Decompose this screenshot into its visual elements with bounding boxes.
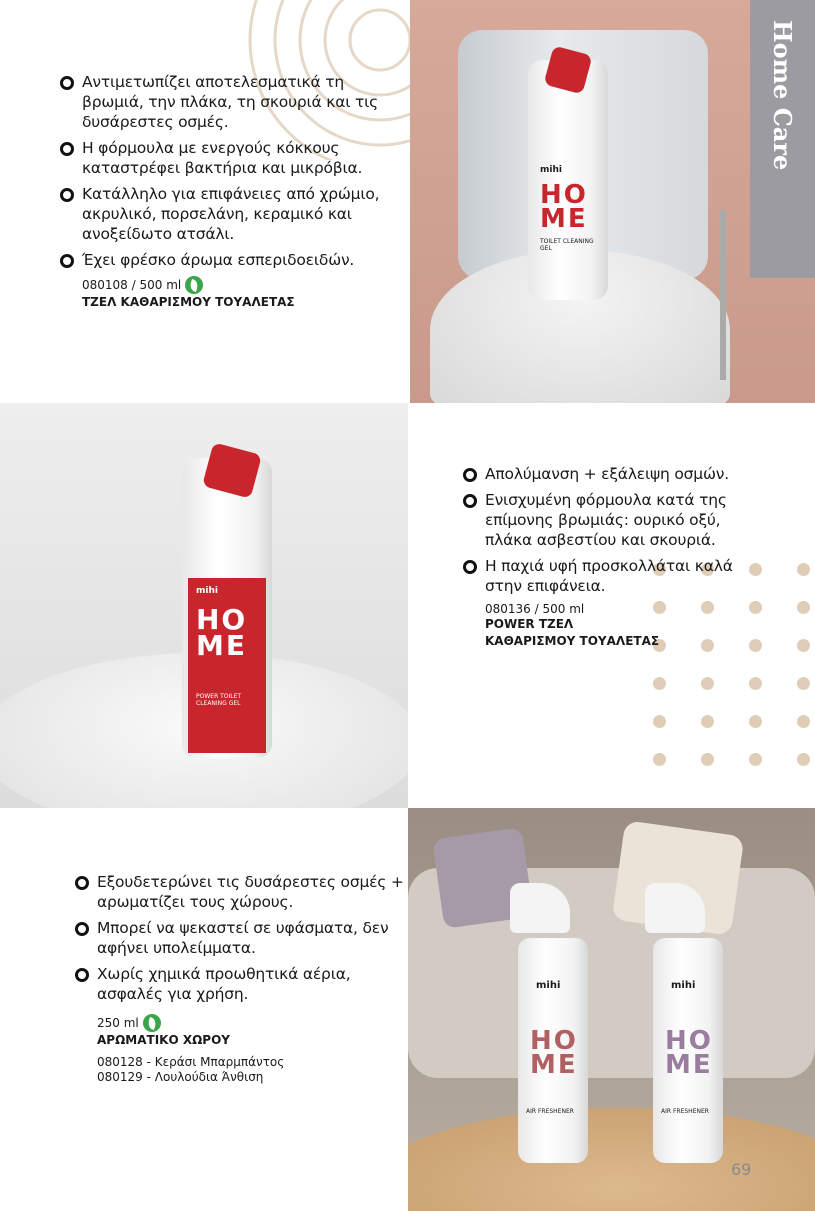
dot — [797, 601, 810, 614]
brand-label: mihi — [196, 586, 218, 596]
dot — [653, 753, 666, 766]
product-3-image — [408, 808, 815, 1211]
dot — [701, 753, 714, 766]
home-logo: ME — [665, 1050, 713, 1080]
brand-label: mihi — [536, 980, 561, 991]
brand-label: mihi — [540, 165, 562, 175]
product-name: ΑΡΩΜΑΤΙΚΟ ΧΩΡΟΥ — [97, 1033, 230, 1047]
bullet: Χωρίς χημικά προωθητικά αέρια, ασφαλές για χρήση. — [75, 964, 405, 1004]
bullet: Η φόρμουλα με ενεργούς κόκκους καταστρέφει βακτήρια και μικρόβια. — [60, 138, 390, 178]
product-1-info — [60, 72, 390, 311]
dot — [797, 639, 810, 652]
home-logo: ME — [540, 204, 588, 234]
bullet: Μπορεί να ψεκαστεί σε υφάσματα, δεν αφήνει υπολείμματα. — [75, 918, 405, 958]
leaf-icon — [143, 1014, 161, 1032]
dot — [797, 563, 810, 576]
brand-label: mihi — [671, 980, 696, 991]
home-logo: HO — [540, 180, 588, 210]
dot — [749, 753, 762, 766]
bottle-subtitle: POWER TOILET CLEANING GEL — [196, 693, 242, 707]
dot — [653, 715, 666, 728]
bottle-subtitle: AIR FRESHENER — [526, 1108, 574, 1115]
bullet: Έχει φρέσκο άρωμα εσπεριδοειδών. — [60, 250, 390, 270]
code-text: 080108 / 500 ml — [82, 278, 182, 292]
bullet: Αντιμετωπίζει αποτελεσματικά τη βρωμιά, την πλάκα, τη σκουριά και τις δυσάρεστες οσμές. — [60, 72, 390, 132]
variant-list — [75, 1055, 405, 1085]
dot — [653, 677, 666, 690]
code-text: 250 ml — [97, 1016, 139, 1030]
dot — [749, 677, 762, 690]
dot — [797, 753, 810, 766]
dot — [701, 715, 714, 728]
bottle-subtitle: TOILET CLEANING GEL — [540, 238, 594, 252]
product-code — [463, 602, 753, 616]
home-logo: HO — [196, 603, 248, 636]
variant: 080128 - Κεράσι Μπαρμπάντος — [97, 1055, 285, 1069]
product-3-info — [75, 872, 405, 1085]
product-2-image — [0, 403, 408, 808]
dot — [701, 677, 714, 690]
code-text: 080136 / 500 ml — [485, 602, 585, 616]
dot — [797, 677, 810, 690]
product-2-info — [463, 464, 753, 650]
bullet: Κατάλληλο για επιφάνειες από χρώμιο, ακρυλικό, πορσελάνη, κεραμικό και ανοξείδωτο ατσάλι. — [60, 184, 390, 244]
product-name: ΤΖΕΛ ΚΑΘΑΡΙΣΜΟΥ ΤΟΥΑΛΕΤΑΣ — [82, 295, 295, 309]
product-code — [60, 276, 390, 294]
page-number: 69 — [731, 1160, 752, 1179]
home-logo: HO — [530, 1026, 578, 1056]
bullet: Ενισχυμένη φόρμουλα κατά της επίμονης βρωμιάς: ουρικό οξύ, πλάκα ασβεστίου και σκουριά. — [463, 490, 753, 550]
bullet: Η παχιά υφή προσκολλάται καλά στην επιφάνεια. — [463, 556, 753, 596]
leaf-icon — [185, 276, 203, 294]
home-logo: ME — [530, 1050, 578, 1080]
section-tab: Home Care — [750, 0, 815, 278]
home-logo: HO — [665, 1026, 713, 1056]
product-code — [75, 1014, 405, 1032]
bullet: Εξουδετερώνει τις δυσάρεστες οσμές + αρωματίζει τους χώρους. — [75, 872, 405, 912]
product-name: POWER ΤΖΕΛ ΚΑΘΑΡΙΣΜΟΥ ΤΟΥΑΛΕΤΑΣ — [485, 617, 660, 648]
bottle-subtitle: AIR FRESHENER — [661, 1108, 709, 1115]
variant: 080129 - Λουλούδια Άνθιση — [97, 1070, 264, 1084]
dot — [797, 715, 810, 728]
bullet: Απολύμανση + εξάλειψη οσμών. — [463, 464, 753, 484]
dot — [749, 715, 762, 728]
home-logo: ME — [196, 629, 247, 662]
